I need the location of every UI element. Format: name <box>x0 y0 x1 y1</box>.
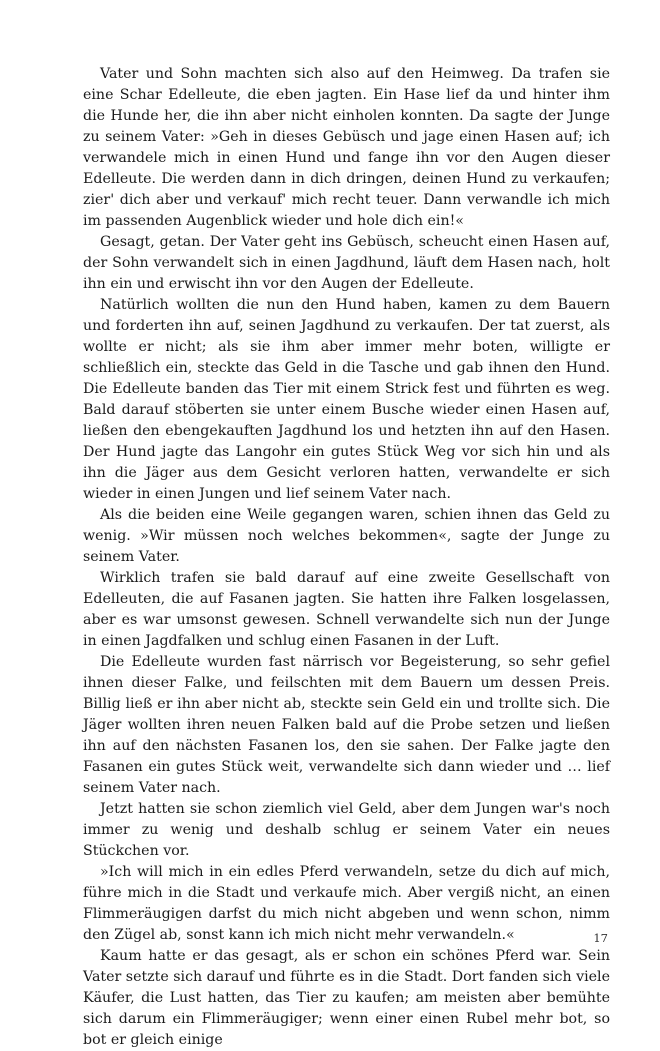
paragraph-8: »Ich will mich in ein edles Pferd verwandeln, setze du dich auf mich, führe mich in die Stadt und verkaufe mich. Aber vergiß nicht, an einen Flimmeräugigen darfst du mich nicht abgeben und wenn schon, nimm den Zügel ab, sonst kann ich mich nicht mehr verwandeln.« <box>83 864 610 943</box>
paragraph-3: Natürlich wollten die nun den Hund haben, kamen zu dem Bauern und forderten ihn auf, seinen Jagdhund zu verkaufen. Der tat zuerst, als wollte er nicht; als sie ihm aber immer mehr boten, willigte er schließlich ein, steckte das Geld in die Tasche und gab ihnen den Hund. Die Edelleute banden das Tier mit einem Strick fest und führten es weg. Bald darauf stöberten sie unter einem Busche wieder einen Hasen auf, ließen den ebengekauften Jagdhund los und hetzten ihn auf den Hasen. Der Hund jagte das Langohr ein gutes Stück Weg vor sich hin und als ihn die Jäger aus dem Gesicht verloren hatten, verwandelte er sich wieder in einen Jungen und lief seinem Vater nach. <box>83 297 610 502</box>
body-text <box>83 64 610 1051</box>
paragraph-4: Als die beiden eine Weile gegangen waren, schien ihnen das Geld zu wenig. »Wir müssen noch welches bekommen«, sagte der Junge zu seinem Vater. <box>83 507 610 565</box>
paragraph-9: Kaum hatte er das gesagt, als er schon ein schönes Pferd war. Sein Vater setzte sich darauf und führte es in die Stadt. Dort fanden sich viele Käufer, die Lust hatten, das Tier zu kaufen; am meisten aber bemühte sich darum ein Flimmeräugiger; wenn einer einen Rubel mehr bot, so bot er gleich einige <box>83 948 610 1048</box>
page-number: 17 <box>593 931 608 945</box>
paragraph-1: Vater und Sohn machten sich also auf den Heimweg. Da trafen sie eine Schar Edelleute, die eben jagten. Ein Hase lief da und hinter ihm die Hunde her, die ihn aber nicht einholen konnten. Da sagte der Junge zu seinem Vater: »Geh in dieses Gebüsch und jage einen Hasen auf; ich verwandele mich in einen Hund und fange ihn vor den Augen dieser Edelleute. Die werden dann in dich dringen, deinen Hund zu verkaufen; zier' dich aber und verkauf' mich recht teuer. Dann verwandle ich mich im passenden Augenblick wieder und hole dich ein!« <box>83 66 610 229</box>
paragraph-7: Jetzt hatten sie schon ziemlich viel Geld, aber dem Jungen war's noch immer zu wenig und deshalb schlug er seinem Vater ein neues Stückchen vor. <box>83 801 610 859</box>
paragraph-6: Die Edelleute wurden fast närrisch vor Begeisterung, so sehr gefiel ihnen dieser Falke, und feilschten mit dem Bauern um dessen Preis. Billig ließ er ihn aber nicht ab, steckte sein Geld ein und trollte sich. Die Jäger wollten ihren neuen Falken bald auf die Probe setzen und ließen ihn auf den nächsten Fasanen los, den sie sahen. Der Falke jagte den Fasanen ein gutes Stück weit, verwandelte sich dann wieder und … lief seinem Vater nach. <box>83 654 610 796</box>
paragraph-5: Wirklich trafen sie bald darauf auf eine zweite Gesellschaft von Edelleuten, die auf Fasanen jagten. Sie hatten ihre Falken losgelassen, aber es war umsonst gewesen. Schnell verwandelte sich nun der Junge in einen Jagdfalken und schlug einen Fasanen in der Luft. <box>83 570 610 649</box>
paragraph-2: Gesagt, getan. Der Vater geht ins Gebüsch, scheucht einen Hasen auf, der Sohn verwandelt sich in einen Jagdhund, läuft dem Hasen nach, holt ihn ein und erwischt ihn vor den Augen der Edelleute. <box>83 234 610 292</box>
